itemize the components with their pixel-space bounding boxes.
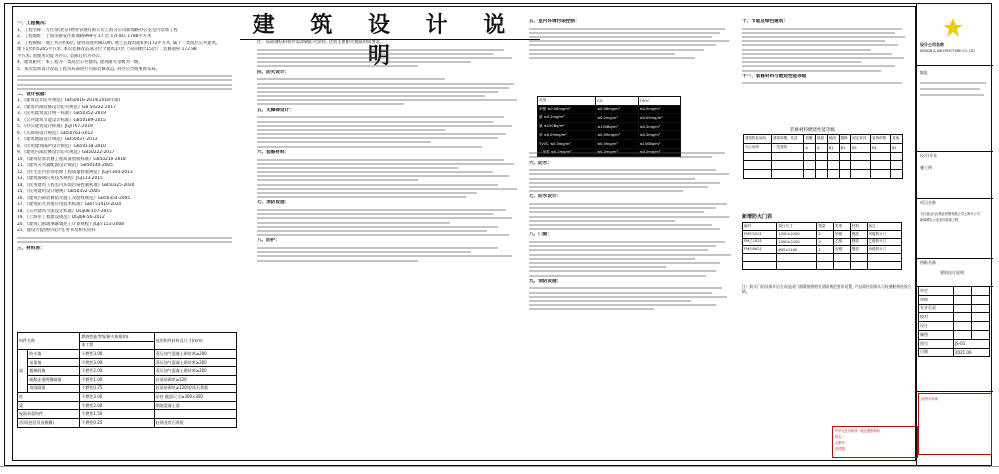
drawing-no-label: 图号 bbox=[919, 339, 954, 348]
text-line bbox=[529, 241, 725, 243]
table-cell: 梁 bbox=[18, 401, 80, 410]
ref-item: 19、《上海市工程建设规范》DGJ08-56-2012 bbox=[17, 215, 105, 221]
drawing-no: JS-01 bbox=[953, 339, 989, 348]
table-cell: FM乙1021 bbox=[743, 238, 777, 246]
table-cell: 轻质砖砌块≥120 bbox=[154, 375, 236, 384]
project-name: 万仕谊(北京)物业管理有限公司上海分公司 bbox=[920, 212, 980, 216]
table-cell: 1 bbox=[817, 246, 834, 254]
text-line bbox=[529, 207, 716, 209]
text-line bbox=[529, 254, 731, 256]
section-heading: 八、防护： bbox=[257, 238, 280, 244]
text-line bbox=[529, 300, 691, 302]
table-cell: B1 bbox=[891, 143, 903, 152]
date: 2021.06 bbox=[953, 348, 989, 357]
text-line bbox=[742, 36, 905, 38]
schedule-title: 装修材料燃烧性能等级 bbox=[790, 128, 835, 133]
text-line bbox=[257, 171, 493, 173]
text-line bbox=[257, 65, 418, 67]
table-cell: ≤0.2mg/m³ bbox=[596, 148, 638, 157]
text-line bbox=[529, 270, 716, 272]
ref-item: 12、《住宅室内装饰装修工程质量验收规范》JGJ/T304-2013 bbox=[17, 169, 133, 175]
table-cell: 钢质 bbox=[850, 230, 867, 238]
company-name-en: DESIGN & ARCHITECTURE CO.,LTD bbox=[920, 49, 975, 53]
text-line bbox=[257, 234, 509, 236]
column-waterproof-doors bbox=[529, 150, 737, 458]
project-label: 项目名称 bbox=[920, 200, 936, 205]
text-line bbox=[257, 222, 450, 224]
text-line bbox=[742, 82, 902, 84]
ref-item: 3、《民用建筑设计统一标准》GB50352-2019 bbox=[17, 111, 106, 117]
text-line bbox=[529, 292, 712, 294]
table-header: 隔断 bbox=[839, 135, 851, 144]
text-line bbox=[257, 103, 404, 105]
table-cell: 不燃性1.50 bbox=[80, 410, 154, 419]
drawing-label: 图纸名称 bbox=[920, 260, 936, 265]
ref-item: 5、《办公建筑设计标准》JGJ/T67-2019 bbox=[17, 124, 93, 130]
ref-item: 8、《民用建筑隔声设计规范》GB50118-2010 bbox=[17, 143, 106, 149]
company-name: 设计公司名称 bbox=[920, 42, 944, 47]
text-line bbox=[257, 167, 458, 169]
table-header: 选用构件材料及尺寸(mm) bbox=[154, 333, 236, 350]
section-heading: 一、工程概况： bbox=[17, 21, 50, 26]
signature-table bbox=[918, 286, 990, 357]
text-line: 4、建筑耐火：本工程为一类高层公共建筑, 建筑耐火等级为一级。 bbox=[17, 60, 143, 65]
text-line bbox=[257, 217, 512, 219]
sign-role: 审核 bbox=[919, 295, 954, 304]
text-line bbox=[257, 159, 504, 161]
section-heading: 七、消防设施： bbox=[257, 200, 290, 206]
ref-item: 4、《公共建筑节能设计标准》GB50189-2015 bbox=[17, 117, 106, 123]
table-cell: 甲级防火门 bbox=[867, 230, 901, 238]
text-line bbox=[529, 40, 729, 42]
stamp-line: 注册号： bbox=[835, 441, 848, 445]
table-header: 洞口尺寸 bbox=[777, 223, 817, 231]
sign-role: 审定 bbox=[919, 287, 954, 296]
section-heading: 六、装修材料： bbox=[257, 149, 290, 155]
table-cell: 墙 bbox=[18, 350, 28, 393]
table-cell: 二甲苯 ≤0.2mg/m³ bbox=[538, 148, 596, 157]
text-line bbox=[257, 78, 445, 80]
table-cell: 楼梯间墙 bbox=[28, 367, 80, 376]
table-cell: 2 bbox=[817, 230, 834, 238]
date-label: 日期 bbox=[919, 348, 954, 357]
text-line bbox=[257, 116, 504, 118]
text-line bbox=[529, 186, 708, 188]
text-line bbox=[742, 40, 885, 42]
ref-item: 11、《建筑灭火器配置设计规范》GB50140-2005 bbox=[17, 163, 113, 169]
table-header: 数量 bbox=[817, 223, 834, 231]
table-cell: 乙级防火门 bbox=[867, 238, 901, 246]
table-cell: 蒸压加气混凝土砌块厚≥200 bbox=[154, 350, 236, 359]
table-cell: 600×2100 bbox=[777, 246, 817, 254]
text-line bbox=[257, 213, 493, 215]
page-bottom-rule bbox=[0, 466, 999, 467]
section-heading: 七、防水设计： bbox=[529, 194, 562, 200]
text-line bbox=[742, 49, 871, 51]
text-line bbox=[529, 216, 729, 218]
project-name-2: 新闻路办公室室内装饰工程 bbox=[920, 218, 959, 222]
text-line bbox=[529, 258, 695, 260]
text-line bbox=[17, 75, 232, 77]
table-cell: FM甲1021 bbox=[743, 230, 777, 238]
text-line bbox=[257, 179, 418, 181]
text-line: 1、工程名称：万仕谊(北京)物业管理有限公司上海分公司新闻路办公室室内装饰工程 bbox=[17, 27, 178, 33]
text-line bbox=[257, 247, 498, 249]
text-line bbox=[742, 32, 895, 34]
table-cell: 不燃性3.00 bbox=[80, 393, 154, 402]
table-cell: B1 bbox=[827, 143, 839, 152]
table-cell: 疏散走道两侧隔墙 bbox=[28, 375, 80, 384]
stamp-line: 中华人民共和国一级注册建筑师 bbox=[835, 429, 880, 433]
fire-door-table-title: 新增防火门表 bbox=[742, 214, 773, 220]
stamp-line: 姓名： bbox=[835, 435, 845, 439]
table-header: 其他 bbox=[891, 135, 903, 144]
table-cell: ≤0.09mg/m³ bbox=[596, 131, 638, 140]
section-heading: 六、防水： bbox=[529, 160, 552, 166]
text-line bbox=[529, 262, 720, 264]
text-line bbox=[529, 224, 712, 226]
column-general bbox=[17, 20, 232, 330]
seal-box bbox=[918, 393, 992, 455]
table-cell bbox=[154, 410, 236, 419]
text-line bbox=[17, 237, 232, 239]
table-cell: 不燃性1.00 bbox=[80, 375, 154, 384]
table-cell: ≤0.2mg/m³ bbox=[638, 131, 680, 140]
table-header: TVOC bbox=[638, 97, 680, 106]
table-cell: 丙级 bbox=[834, 246, 851, 254]
text-line bbox=[529, 156, 712, 158]
finish-rating-table bbox=[743, 134, 903, 179]
table-cell: ≤150Bq/m³ bbox=[638, 139, 680, 148]
text-line bbox=[257, 121, 493, 123]
ref-item: 18、《公共建筑节能设计标准》DGJ08-107-2015 bbox=[17, 208, 112, 214]
table-cell: B1 bbox=[871, 143, 891, 152]
column-fire-design bbox=[257, 40, 525, 458]
seal-text: 出图专用章 bbox=[921, 397, 938, 401]
text-line bbox=[257, 209, 506, 211]
text-line bbox=[742, 53, 892, 55]
table-cell: 不燃性2.00 bbox=[80, 401, 154, 410]
table-header: CO bbox=[596, 97, 638, 106]
company-logo-icon bbox=[941, 16, 965, 40]
table-cell: 3 bbox=[817, 238, 834, 246]
text-line bbox=[257, 53, 493, 55]
divider bbox=[917, 151, 993, 152]
text-line bbox=[257, 137, 498, 139]
sign-role: 专业负责 bbox=[919, 304, 954, 313]
text-line bbox=[742, 44, 898, 46]
table-cell: 房间隔墙 bbox=[28, 384, 80, 393]
section-heading: 四、防火设计： bbox=[257, 69, 290, 75]
text-line: 注：局部钢结构构件需涂刷防火涂料, 达到主要耐火极限时间要求。 bbox=[257, 40, 385, 45]
text-line bbox=[529, 49, 704, 51]
column-energy bbox=[742, 18, 912, 126]
text-line bbox=[17, 84, 232, 86]
table-header: 装饰织物 bbox=[871, 135, 891, 144]
table-cell: B1 bbox=[839, 143, 851, 152]
ref-item: 17、《建筑防火封堵应用技术标准》GB/T51410-2020 bbox=[17, 202, 122, 208]
text-line bbox=[529, 308, 654, 310]
divider bbox=[917, 65, 993, 66]
text-line bbox=[529, 190, 683, 192]
text-line bbox=[529, 173, 729, 175]
text-line bbox=[529, 182, 720, 184]
table-header: 编号 bbox=[743, 223, 777, 231]
section-heading: 三、材料表： bbox=[17, 245, 45, 251]
text-line bbox=[742, 28, 902, 30]
table-header: 顶棚 bbox=[804, 135, 816, 144]
section-heading: 五、无障碍设计： bbox=[257, 107, 294, 113]
table-cell: 一类建筑 bbox=[772, 143, 804, 152]
table-cell: 砼柱 截面尺寸≥300×300 bbox=[154, 393, 236, 402]
ref-item: 14、《民用建筑工程室内环境污染控制标准》GB50325-2020 bbox=[17, 182, 135, 188]
table-header: 类型 bbox=[834, 223, 851, 231]
ref-item: 2、《建筑内部装修设计防火规范》GB 50222-2017 bbox=[17, 104, 116, 110]
text-line: 3、工程规模：地上共計约6层, 建筑高度约80.0m, 地上总建筑面积约172平方米, 属于一类高层公共建筑, bbox=[17, 40, 218, 46]
table-header: 建筑物及场所 bbox=[744, 135, 772, 144]
text-line bbox=[257, 49, 504, 51]
table-cell: 屋面承重构件 bbox=[18, 410, 80, 419]
text-line: 5、本次装饰设计改造工程为局部进行内部装修改造, 对办公空间重新布局。 bbox=[17, 66, 160, 72]
material-table bbox=[17, 332, 237, 428]
table-cell: TVOC ≤0.5mg/m³ bbox=[538, 139, 596, 148]
section-heading: 二、设计依据： bbox=[17, 91, 50, 97]
text-line bbox=[257, 192, 477, 194]
text-line bbox=[257, 91, 498, 93]
table-cell: 不燃性2.00 bbox=[80, 367, 154, 376]
text-line bbox=[529, 296, 727, 298]
table-cell: 蒸压加气混凝土砌块厚≥200 bbox=[154, 367, 236, 376]
text-line bbox=[257, 146, 482, 148]
text-line bbox=[257, 129, 445, 131]
ref-item: 9、《建筑内部装修设计防火规范》GB50222-2017 bbox=[17, 150, 115, 156]
text-line bbox=[257, 226, 498, 228]
table-cell: 蒸压加气混凝土砌块厚≥200 bbox=[154, 358, 236, 367]
text-line bbox=[742, 57, 904, 59]
text-line bbox=[257, 175, 509, 177]
text-line: 地下1层约5265平方米, 本次装修改造部分位于建筑17层（实际楼层15层）, 装修面积 172.98 bbox=[17, 47, 197, 52]
table-cell: 1000×2100 bbox=[777, 230, 817, 238]
table-header: 类别 bbox=[538, 97, 596, 106]
text-line bbox=[529, 228, 720, 230]
text-line bbox=[257, 230, 487, 232]
table-header: 备注 bbox=[867, 223, 901, 231]
text-line bbox=[17, 241, 232, 243]
text-line bbox=[257, 95, 485, 97]
section-heading: 五、室内环境污染控制： bbox=[529, 19, 580, 24]
text-line bbox=[529, 32, 720, 34]
text-line bbox=[529, 275, 706, 277]
text-line bbox=[920, 94, 984, 96]
table-cell: ≤0.5mg/m³ bbox=[596, 139, 638, 148]
table-cell: 钢质 bbox=[850, 238, 867, 246]
text-line bbox=[257, 125, 512, 127]
text-line bbox=[742, 70, 881, 72]
text-line bbox=[257, 196, 466, 198]
table-cell: ≤0.5mg/m³ bbox=[638, 105, 680, 114]
table-cell: 不燃性3.00 bbox=[80, 350, 154, 359]
text-line bbox=[529, 211, 704, 213]
text-line bbox=[257, 133, 506, 135]
table-cell: 轻质砖砌块≥120/轻质石膏板 bbox=[154, 384, 236, 393]
table-cell: ≤0.08mg/m³ bbox=[596, 105, 638, 114]
table-cell: ≤0.2mg/m³ bbox=[596, 114, 638, 123]
table-cell: 钢质 bbox=[850, 246, 867, 254]
ref-item: 10、《建筑装饰装修工程质量验收标准》GB50210-2018 bbox=[17, 156, 126, 162]
table-cell: 苯 ≤0.09mg/m³ bbox=[538, 131, 596, 140]
pollutant-limit-table bbox=[537, 96, 681, 157]
table-cell: 承重墙 bbox=[28, 358, 80, 367]
text-line: 2、工程地址：上海市静安区新闻路999号 17 层 17F(B), 1788平方米 bbox=[17, 34, 152, 39]
text-line bbox=[257, 83, 514, 85]
text-line bbox=[257, 251, 471, 253]
text-line bbox=[529, 44, 716, 46]
table-cell: 丙级防火门 bbox=[867, 246, 901, 254]
text-line bbox=[257, 57, 512, 59]
table-cell: 防火墙 bbox=[28, 350, 80, 359]
text-line bbox=[257, 61, 471, 63]
table-cell: A bbox=[816, 143, 828, 152]
text-line bbox=[529, 304, 716, 306]
table-cell: 不燃性0.25 bbox=[80, 418, 154, 427]
drawing-name: 建筑设计说明 bbox=[940, 270, 964, 275]
table-cell: 钢筋混凝土梁 bbox=[154, 401, 236, 410]
text-line bbox=[742, 61, 861, 63]
text-line bbox=[529, 287, 722, 289]
table-cell: 吊顶(包括吊顶搁栅) bbox=[18, 418, 80, 427]
text-line bbox=[257, 87, 509, 89]
address-label: 地址 bbox=[920, 70, 928, 75]
table-header: 建筑规模、性质 bbox=[772, 135, 804, 144]
registration-stamp bbox=[832, 426, 918, 458]
table-cell: 氨 ≤0.2mg/m³ bbox=[538, 114, 596, 123]
table-header: 构件名称 bbox=[18, 333, 80, 350]
section-heading: 十、节能及绿色建筑： bbox=[742, 19, 788, 24]
text-line bbox=[920, 88, 980, 90]
divider bbox=[917, 198, 993, 199]
table-header: 固定家具 bbox=[851, 135, 871, 144]
table-header: 地面 bbox=[827, 135, 839, 144]
table-cell: ≤0.09mg/m³ bbox=[638, 114, 680, 123]
table-header: 材料 bbox=[850, 223, 867, 231]
text-line bbox=[529, 36, 712, 38]
sheet-title: 建 筑 设 计 说 明 bbox=[252, 12, 520, 69]
text-line bbox=[257, 141, 431, 143]
text-line bbox=[529, 57, 695, 59]
text-line bbox=[529, 28, 725, 30]
text-line bbox=[529, 203, 727, 205]
table-cell: 甲醛 ≤0.08mg/m³ bbox=[538, 105, 596, 114]
text-line bbox=[257, 163, 514, 165]
sign-role: 设计 bbox=[919, 322, 954, 331]
ref-item: 15、《民用建筑设计通则》GB50352-2005 bbox=[17, 189, 101, 195]
divider bbox=[917, 258, 993, 259]
table-cell: ≤0.2mg/m³ bbox=[638, 148, 680, 157]
ref-item: 21、建设方提供的设计任务书及相关资料 bbox=[17, 228, 96, 234]
table-cell: 不燃性0.75 bbox=[80, 384, 154, 393]
column-environment bbox=[529, 18, 737, 96]
text-line bbox=[742, 65, 895, 67]
sign-role: 校对 bbox=[919, 313, 954, 322]
fire-door-table bbox=[742, 222, 902, 270]
text-line bbox=[257, 184, 498, 186]
design-label: 设计/专业 bbox=[920, 153, 938, 158]
table-cell: 1000×2100 bbox=[777, 238, 817, 246]
ref-item: 20、《建筑门窗玻璃幕墙热工计算规程》JGJ/T151-2008 bbox=[17, 221, 124, 227]
text-line bbox=[529, 53, 675, 55]
text-line bbox=[257, 260, 418, 262]
divider bbox=[917, 391, 993, 392]
table-header: 燃烧性能等级/耐火极限(h) bbox=[80, 333, 154, 342]
section-heading: 十一、装修材料与燃烧性能等级 bbox=[742, 73, 807, 79]
table-cell: FM丙0621 bbox=[743, 246, 777, 254]
text-line bbox=[257, 255, 512, 257]
text-line: 平方米, 原使用功能为办公, 装修后仍为办公。 bbox=[17, 53, 105, 59]
text-line bbox=[257, 188, 517, 190]
table-cell: 氡 ≤150Bq/m³ bbox=[538, 122, 596, 131]
table-header: 墙面 bbox=[816, 135, 828, 144]
ref-item: 1、《建筑设计防火规范》GB50016-2014(2018年版) bbox=[17, 98, 121, 104]
table-cell: B1 bbox=[851, 143, 871, 152]
stage-label: 施工图 bbox=[920, 165, 932, 170]
table-cell: 甲级 bbox=[834, 230, 851, 238]
sign-role: 制图 bbox=[919, 330, 954, 339]
text-line bbox=[529, 152, 725, 154]
section-heading: 八、门窗： bbox=[529, 232, 552, 238]
stamp-line: 有效期： bbox=[835, 447, 848, 451]
text-line bbox=[17, 88, 232, 90]
text-line bbox=[529, 266, 666, 268]
text-line bbox=[17, 79, 232, 81]
text-line bbox=[529, 178, 695, 180]
text-line bbox=[257, 99, 517, 101]
table-cell: ≤0.2mg/m³ bbox=[638, 122, 680, 131]
fire-door-note: 注：防火门的具体开启方向及闭门器需按照相关消防规范要求设置, 产品需经国家认可检测机构检验合格。 bbox=[742, 284, 912, 294]
table-cell: ≤150Bq/m³ bbox=[596, 122, 638, 131]
table-cell: 柱 bbox=[18, 393, 80, 402]
text-line bbox=[529, 245, 716, 247]
table-cell: A bbox=[804, 143, 816, 152]
table-cell: 不燃性3.00 bbox=[80, 358, 154, 367]
ref-item: 7、《建筑地面设计规范》GB50037-2013 bbox=[17, 137, 98, 143]
table-subheader: 本工程 bbox=[80, 341, 154, 350]
table-cell: 轻钢龙骨石膏板 bbox=[154, 418, 236, 427]
ref-item: 16、《建筑内部装修防火施工及验收规范》GB50354-2005 bbox=[17, 195, 131, 201]
section-heading: 九、消防设施： bbox=[529, 278, 562, 284]
text-line bbox=[529, 249, 708, 251]
text-line bbox=[920, 82, 986, 84]
text-line bbox=[529, 169, 716, 171]
table-cell: 乙级 bbox=[834, 238, 851, 246]
ref-item: 13、《建筑玻璃应用技术规程》JGJ113-2015 bbox=[17, 176, 103, 182]
text-line bbox=[529, 220, 675, 222]
table-cell: 办公场所 bbox=[744, 143, 772, 152]
ref-item: 6、《无障碍设计规范》GB50763-2012 bbox=[17, 130, 93, 136]
